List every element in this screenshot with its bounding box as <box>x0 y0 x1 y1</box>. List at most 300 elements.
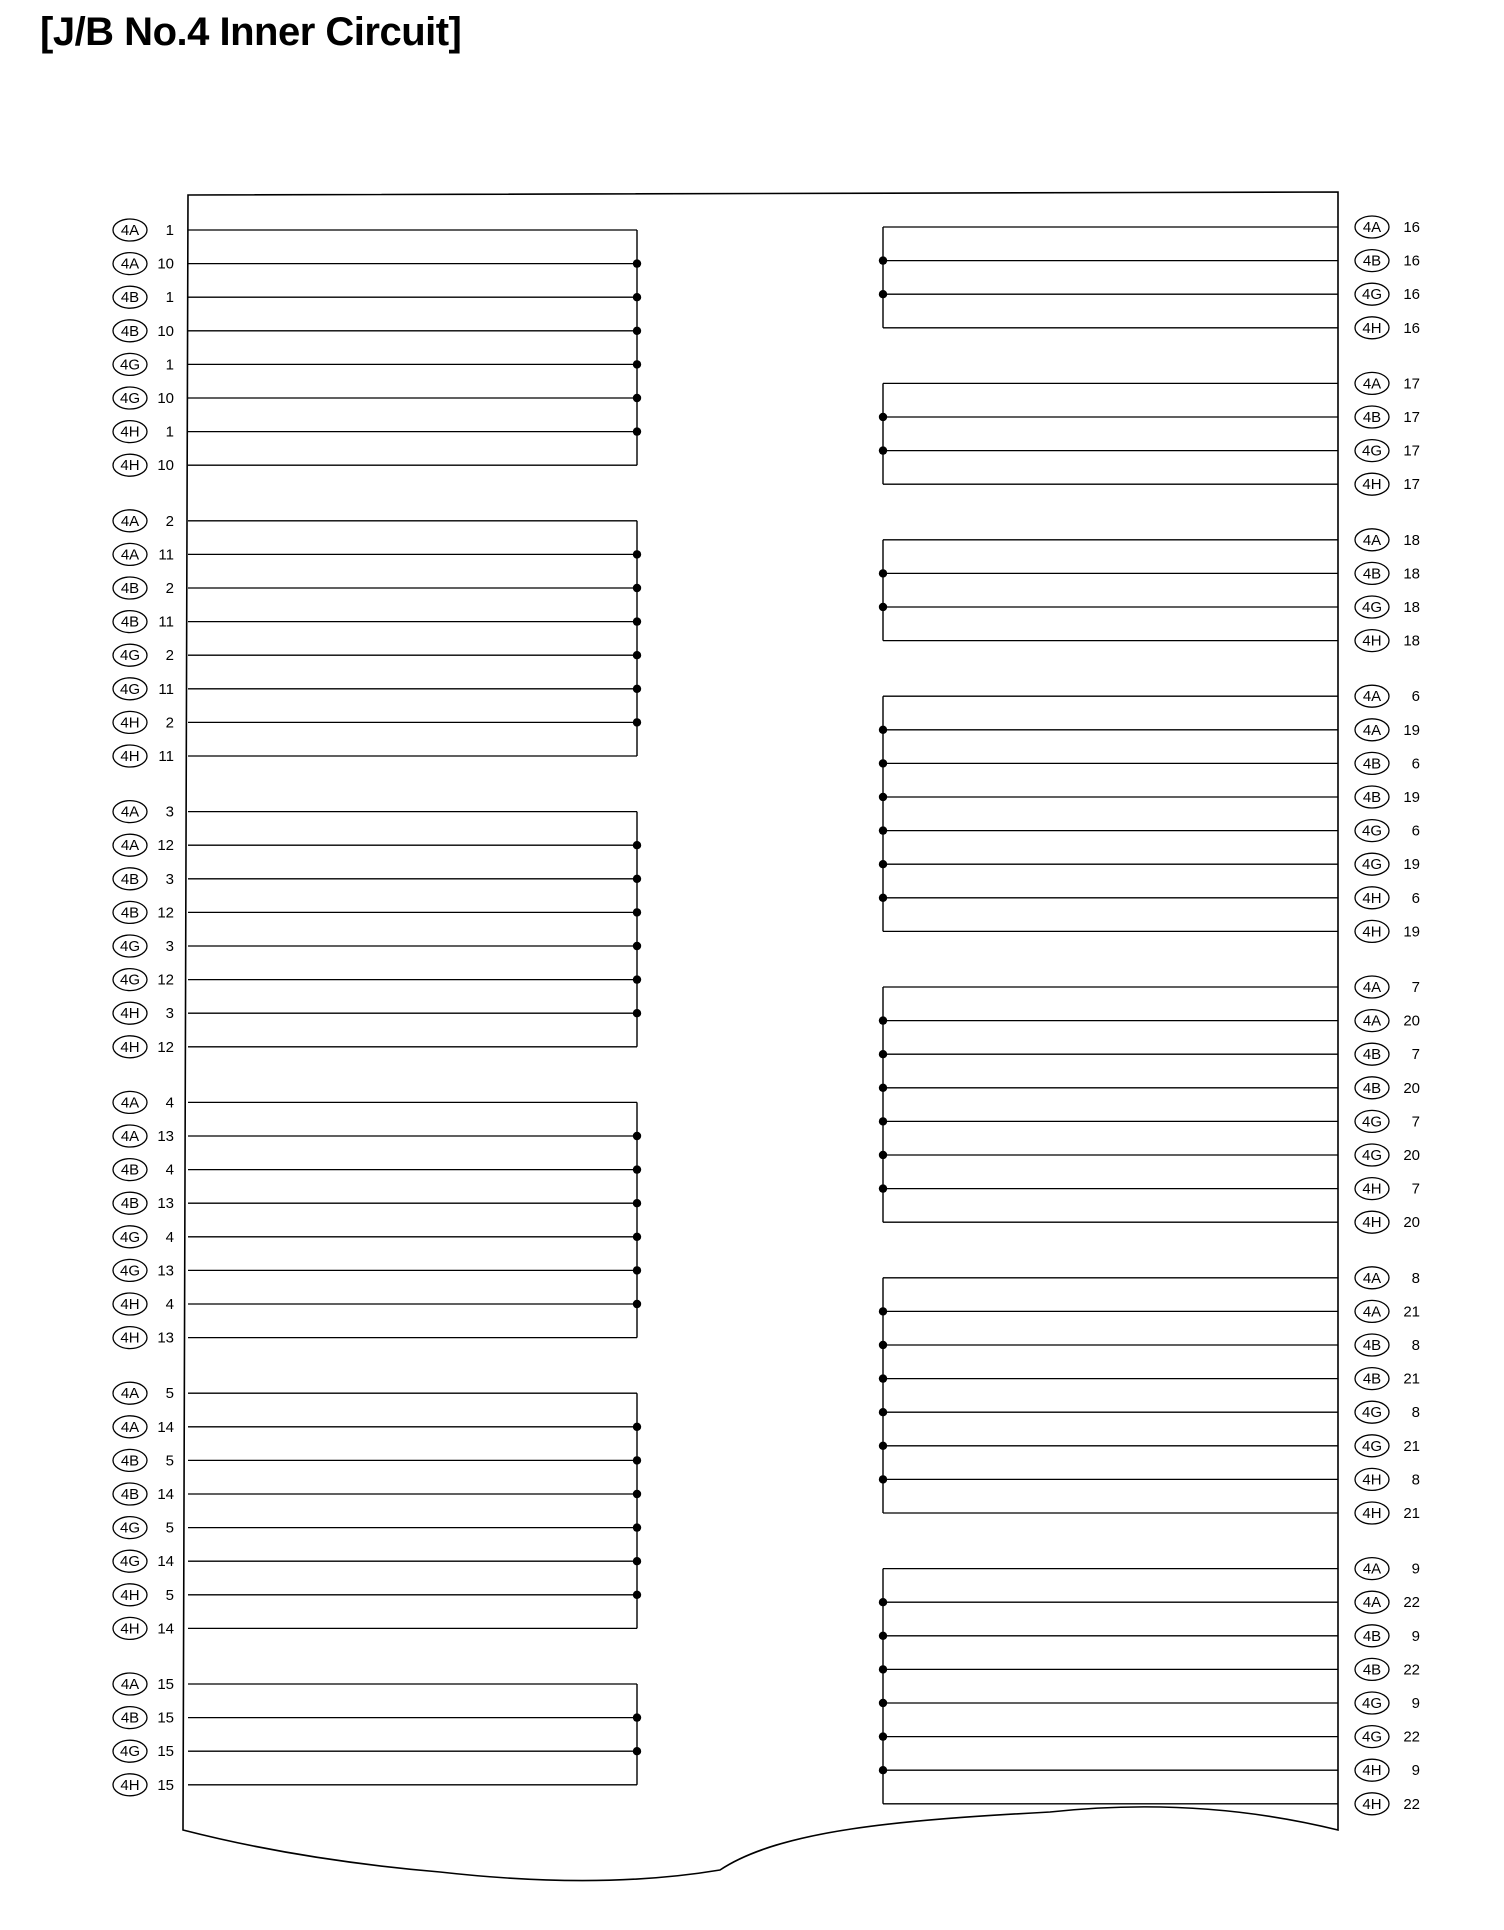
pin-number: 8 <box>1411 1269 1420 1287</box>
connector-badge <box>113 320 147 342</box>
pin-number: 1 <box>165 423 174 441</box>
connector-code: 4B <box>1362 789 1382 806</box>
connector-badge <box>1355 406 1389 428</box>
pin-number: 16 <box>1403 219 1420 236</box>
connector-badge <box>113 387 147 409</box>
connector-badge <box>1355 529 1389 551</box>
pin-number: 19 <box>1403 923 1420 941</box>
splice-dot <box>879 569 887 577</box>
connector-badge <box>113 1159 147 1181</box>
splice-dot <box>879 413 887 421</box>
right-circuit-group <box>879 529 1420 652</box>
connector-badge <box>1355 1368 1389 1390</box>
connector-code: 4H <box>1362 476 1382 494</box>
connector-badge <box>1355 596 1389 618</box>
connector-code: 4G <box>1361 599 1383 616</box>
connector-code: 4A <box>1362 531 1382 549</box>
pin-number: 14 <box>157 1620 174 1638</box>
connector-code: 4H <box>1362 1471 1382 1489</box>
pin-number: 2 <box>165 580 174 597</box>
pin-number: 6 <box>1411 688 1420 706</box>
splice-dot <box>879 1084 887 1092</box>
connector-code: 4A <box>1362 979 1382 996</box>
splice-dot <box>879 1408 887 1416</box>
connector-code: 4B <box>120 1486 140 1503</box>
pin-number: 12 <box>157 971 174 989</box>
connector-badge <box>1355 1726 1389 1748</box>
connector-badge <box>113 1125 147 1147</box>
connector-badge <box>113 1449 147 1471</box>
connector-code: 4G <box>1361 1113 1383 1131</box>
connector-code: 4A <box>120 803 140 821</box>
right-circuit-group <box>879 1558 1420 1815</box>
connector-badge <box>113 353 147 375</box>
left-circuit-group <box>113 219 641 476</box>
pin-number: 6 <box>1411 889 1420 907</box>
connector-badge <box>113 1740 147 1762</box>
connector-code: 4H <box>120 1296 140 1313</box>
connector-badge <box>113 1550 147 1572</box>
connector-code: 4G <box>1361 822 1383 840</box>
connector-badge <box>1355 1178 1389 1200</box>
pin-number: 17 <box>1403 476 1420 494</box>
connector-badge <box>1355 630 1389 652</box>
splice-dot <box>879 290 887 298</box>
connector-code: 4A <box>120 512 140 530</box>
connector-code: 4A <box>120 1418 140 1436</box>
connector-badge <box>1355 820 1389 842</box>
pin-number: 1 <box>165 222 174 239</box>
junction-block-outline <box>183 192 1338 1881</box>
pin-number: 3 <box>165 803 174 821</box>
connector-badge <box>1355 1043 1389 1065</box>
connector-badge <box>113 711 147 733</box>
connector-badge <box>1355 1077 1389 1099</box>
splice-dot <box>633 394 641 402</box>
connector-code: 4G <box>119 390 141 407</box>
pin-number: 14 <box>157 1486 174 1503</box>
connector-code: 4G <box>1361 1437 1383 1455</box>
pin-number: 17 <box>1403 442 1420 460</box>
splice-dot <box>879 1374 887 1382</box>
connector-code: 4H <box>120 1620 140 1638</box>
connector-badge <box>113 834 147 856</box>
left-circuit-group <box>113 1091 641 1348</box>
pin-number: 4 <box>165 1161 174 1179</box>
splice-dot <box>879 860 887 868</box>
pin-number: 1 <box>165 356 174 374</box>
connector-badge <box>1355 1267 1389 1289</box>
splice-dot <box>879 1050 887 1058</box>
connector-code: 4B <box>1362 1046 1382 1064</box>
connector-badge <box>1355 283 1389 305</box>
connector-badge <box>1355 372 1389 394</box>
pin-number: 5 <box>165 1586 174 1604</box>
pin-number: 9 <box>1411 1762 1420 1780</box>
pin-number: 4 <box>165 1296 174 1313</box>
connector-badge <box>113 1226 147 1248</box>
connector-code: 4B <box>1362 1627 1382 1645</box>
connector-code: 4G <box>1361 1695 1383 1712</box>
connector-code: 4A <box>120 255 140 273</box>
connector-code: 4H <box>120 1776 140 1794</box>
connector-code: 4B <box>120 870 140 888</box>
pin-number: 18 <box>1403 565 1420 583</box>
connector-code: 4A <box>120 1676 140 1693</box>
connector-badge <box>1355 562 1389 584</box>
connector-badge <box>113 1584 147 1606</box>
pin-number: 13 <box>157 1128 174 1145</box>
pin-number: 9 <box>1411 1627 1420 1645</box>
pin-number: 11 <box>158 748 174 765</box>
pin-number: 20 <box>1403 1147 1420 1164</box>
connector-code: 4H <box>1362 1505 1382 1522</box>
pin-number: 17 <box>1403 375 1420 393</box>
connector-badge <box>1355 786 1389 808</box>
connector-badge <box>113 1517 147 1539</box>
pin-number: 6 <box>1411 822 1420 840</box>
connector-badge <box>1355 473 1389 495</box>
pin-number: 15 <box>157 1676 174 1693</box>
connector-code: 4G <box>119 680 141 698</box>
connector-badge <box>113 510 147 532</box>
connector-badge <box>1355 1401 1389 1423</box>
splice-dot <box>879 1016 887 1024</box>
pin-number: 10 <box>157 457 174 475</box>
connector-code: 4B <box>1362 1370 1382 1388</box>
connector-badge <box>113 1327 147 1349</box>
connector-code: 4B <box>120 1161 140 1179</box>
splice-dot <box>633 1165 641 1173</box>
connector-code: 4B <box>120 580 140 597</box>
connector-code: 4H <box>120 1005 140 1023</box>
connector-code: 4H <box>120 1586 140 1604</box>
connector-badge <box>113 253 147 275</box>
pin-number: 16 <box>1403 252 1420 270</box>
connector-badge <box>113 868 147 890</box>
pin-number: 14 <box>157 1553 174 1571</box>
connector-badge <box>113 286 147 308</box>
pin-number: 3 <box>165 1005 174 1023</box>
connector-code: 4G <box>1361 442 1383 460</box>
splice-dot <box>633 1199 641 1207</box>
splice-dot <box>879 1632 887 1640</box>
pin-number: 6 <box>1411 755 1420 773</box>
connector-badge <box>113 219 147 241</box>
connector-code: 4H <box>1362 889 1382 907</box>
connector-badge <box>113 1416 147 1438</box>
connector-badge <box>1355 1010 1389 1032</box>
pin-number: 10 <box>157 255 174 273</box>
splice-dot <box>879 894 887 902</box>
pin-number: 1 <box>165 289 174 307</box>
splice-dot <box>633 1747 641 1755</box>
connector-code: 4B <box>1362 1661 1382 1679</box>
connector-code: 4H <box>120 748 140 765</box>
splice-dot <box>633 1490 641 1498</box>
pin-number: 18 <box>1403 531 1420 549</box>
connector-code: 4B <box>1362 1079 1382 1097</box>
connector-badge <box>113 421 147 443</box>
connector-code: 4H <box>120 423 140 441</box>
connector-badge <box>1355 853 1389 875</box>
connector-code: 4B <box>120 1452 140 1470</box>
connector-badge <box>113 1036 147 1058</box>
pin-number: 5 <box>165 1385 174 1403</box>
connector-badge <box>113 1617 147 1639</box>
connector-code: 4B <box>1362 1337 1382 1354</box>
connector-badge <box>113 678 147 700</box>
connector-badge <box>113 611 147 633</box>
connector-code: 4H <box>120 1038 140 1056</box>
pin-number: 18 <box>1403 632 1420 650</box>
connector-badge <box>1355 920 1389 942</box>
right-circuit-group <box>879 976 1420 1233</box>
connector-code: 4H <box>1362 319 1382 337</box>
pin-number: 16 <box>1403 319 1420 337</box>
connector-badge <box>113 543 147 565</box>
connector-code: 4A <box>120 837 140 855</box>
pin-number: 21 <box>1403 1437 1420 1455</box>
splice-dot <box>633 327 641 335</box>
pin-number: 15 <box>157 1743 174 1761</box>
connector-badge <box>1355 1300 1389 1322</box>
pin-number: 13 <box>157 1262 174 1280</box>
right-circuit-group <box>879 216 1420 339</box>
connector-badge <box>1355 1793 1389 1815</box>
pin-number: 5 <box>165 1519 174 1537</box>
pin-number: 11 <box>158 680 174 698</box>
pin-number: 11 <box>158 546 174 564</box>
connector-code: 4G <box>1361 1147 1383 1164</box>
pin-number: 21 <box>1403 1303 1420 1321</box>
pin-number: 11 <box>158 613 174 631</box>
right-connector-side <box>879 216 1420 1815</box>
splice-dot <box>879 793 887 801</box>
connector-code: 4B <box>1362 755 1382 773</box>
pin-number: 8 <box>1411 1404 1420 1422</box>
splice-dot <box>879 1766 887 1774</box>
splice-dot <box>879 726 887 734</box>
pin-number: 7 <box>1411 1046 1420 1064</box>
connector-code: 4G <box>119 1519 141 1537</box>
splice-dot <box>879 1598 887 1606</box>
splice-dot <box>633 550 641 558</box>
splice-dot <box>633 908 641 916</box>
connector-badge <box>113 454 147 476</box>
connector-code: 4G <box>119 1743 141 1761</box>
splice-dot <box>879 1665 887 1673</box>
connector-code: 4G <box>119 1228 141 1246</box>
splice-dot <box>633 975 641 983</box>
splice-dot <box>633 1557 641 1565</box>
pin-number: 22 <box>1403 1728 1420 1746</box>
pin-number: 3 <box>165 938 174 955</box>
connector-badge <box>1355 1144 1389 1166</box>
splice-dot <box>633 617 641 625</box>
connector-code: 4A <box>1362 1594 1382 1612</box>
pin-number: 22 <box>1403 1594 1420 1612</box>
connector-badge <box>113 969 147 991</box>
connector-badge <box>1355 1110 1389 1132</box>
splice-dot <box>879 759 887 767</box>
connector-badge <box>1355 752 1389 774</box>
pin-number: 17 <box>1403 409 1420 426</box>
connector-badge <box>113 745 147 767</box>
splice-dot <box>633 685 641 693</box>
pin-number: 21 <box>1403 1505 1420 1522</box>
pin-number: 14 <box>157 1418 174 1436</box>
pin-number: 19 <box>1403 856 1420 874</box>
connector-code: 4H <box>1362 1180 1382 1198</box>
connector-code: 4G <box>119 938 141 955</box>
right-circuit-group <box>879 685 1420 942</box>
connector-code: 4G <box>119 1262 141 1280</box>
left-circuit-group <box>113 801 641 1058</box>
splice-dot <box>633 942 641 950</box>
connector-code: 4G <box>1361 286 1383 304</box>
pin-number: 20 <box>1403 1079 1420 1097</box>
connector-badge <box>113 1707 147 1729</box>
left-circuit-group <box>113 510 641 767</box>
connector-code: 4A <box>1362 1269 1382 1287</box>
pin-number: 2 <box>165 647 174 665</box>
connector-badge <box>1355 1558 1389 1580</box>
connector-code: 4B <box>120 904 140 922</box>
connector-badge <box>113 644 147 666</box>
connector-badge <box>1355 1468 1389 1490</box>
connector-code: 4H <box>1362 1762 1382 1780</box>
connector-code: 4B <box>1362 565 1382 583</box>
splice-dot <box>633 1523 641 1531</box>
pin-number: 10 <box>157 390 174 407</box>
pin-number: 7 <box>1411 979 1420 996</box>
splice-dot <box>633 1009 641 1017</box>
pin-number: 4 <box>165 1094 174 1112</box>
pin-number: 2 <box>165 714 174 732</box>
connector-badge <box>1355 976 1389 998</box>
connector-badge <box>1355 1591 1389 1613</box>
pin-number: 8 <box>1411 1471 1420 1489</box>
right-circuit-group <box>879 372 1420 495</box>
splice-dot <box>879 603 887 611</box>
splice-dot <box>633 584 641 592</box>
connector-code: 4G <box>119 647 141 665</box>
connector-badge <box>113 935 147 957</box>
pin-number: 20 <box>1403 1214 1420 1232</box>
pin-number: 20 <box>1403 1012 1420 1030</box>
splice-dot <box>633 1713 641 1721</box>
pin-number: 8 <box>1411 1337 1420 1354</box>
connector-badge <box>1355 887 1389 909</box>
splice-dot <box>879 1151 887 1159</box>
pin-number: 19 <box>1403 789 1420 806</box>
connector-code: 4B <box>1362 252 1382 270</box>
connector-badge <box>113 1192 147 1214</box>
connector-code: 4H <box>1362 923 1382 941</box>
splice-dot <box>633 360 641 368</box>
connector-badge <box>1355 1692 1389 1714</box>
connector-badge <box>113 1002 147 1024</box>
connector-code: 4A <box>1362 721 1382 739</box>
connector-code: 4A <box>120 1128 140 1145</box>
connector-code: 4B <box>120 1709 140 1727</box>
splice-dot <box>633 841 641 849</box>
connector-badge <box>1355 685 1389 707</box>
splice-dot <box>879 826 887 834</box>
connector-code: 4B <box>120 289 140 307</box>
left-circuit-group <box>113 1673 641 1796</box>
page-title: [J/B No.4 Inner Circuit] <box>40 10 462 54</box>
splice-dot <box>633 259 641 267</box>
connector-badge <box>1355 1625 1389 1647</box>
splice-dot <box>879 256 887 264</box>
splice-dot <box>633 1300 641 1308</box>
connector-code: 4A <box>120 546 140 564</box>
pin-number: 12 <box>157 837 174 855</box>
connector-badge <box>1355 1658 1389 1680</box>
connector-code: 4H <box>1362 632 1382 650</box>
connector-code: 4G <box>119 971 141 989</box>
right-circuit-group <box>879 1267 1420 1524</box>
connector-code: 4G <box>1361 1728 1383 1746</box>
left-circuit-group <box>113 1382 641 1639</box>
connector-code: 4A <box>1362 1303 1382 1321</box>
connector-code: 4B <box>120 613 140 631</box>
splice-dot <box>633 1266 641 1274</box>
connector-badge <box>113 1091 147 1113</box>
pin-number: 22 <box>1403 1795 1420 1813</box>
connector-badge <box>113 1293 147 1315</box>
pin-number: 16 <box>1403 286 1420 304</box>
connector-code: 4A <box>1362 375 1382 393</box>
connector-code: 4A <box>1362 1012 1382 1030</box>
left-connector-side <box>113 219 641 1796</box>
connector-code: 4H <box>120 714 140 732</box>
splice-dot <box>633 1591 641 1599</box>
splice-dot <box>633 1423 641 1431</box>
connector-badge <box>1355 250 1389 272</box>
splice-dot <box>879 1117 887 1125</box>
splice-dot <box>633 718 641 726</box>
connector-code: 4H <box>1362 1795 1382 1813</box>
pin-number: 7 <box>1411 1113 1420 1131</box>
connector-code: 4H <box>1362 1214 1382 1232</box>
splice-dot <box>879 446 887 454</box>
splice-dot <box>633 875 641 883</box>
connector-code: 4A <box>1362 688 1382 706</box>
connector-badge <box>1355 1334 1389 1356</box>
connector-code: 4A <box>120 1094 140 1112</box>
connector-badge <box>113 1774 147 1796</box>
connector-badge <box>1355 719 1389 741</box>
splice-dot <box>879 1732 887 1740</box>
pin-number: 12 <box>157 904 174 922</box>
connector-badge <box>1355 1435 1389 1457</box>
connector-code: 4A <box>1362 1560 1382 1578</box>
pin-number: 9 <box>1411 1560 1420 1578</box>
connector-badge <box>1355 1211 1389 1233</box>
connector-code: 4B <box>120 322 140 340</box>
connector-badge <box>1355 317 1389 339</box>
pin-number: 21 <box>1403 1370 1420 1388</box>
pin-number: 19 <box>1403 721 1420 739</box>
splice-dot <box>633 1456 641 1464</box>
connector-badge <box>113 1382 147 1404</box>
splice-dot <box>879 1442 887 1450</box>
pin-number: 3 <box>165 870 174 888</box>
pin-number: 12 <box>157 1038 174 1056</box>
